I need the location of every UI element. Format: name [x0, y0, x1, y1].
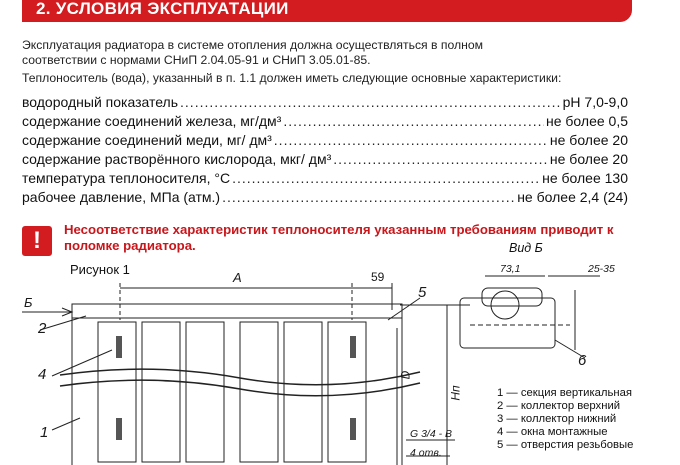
spec-value: не более 130 — [542, 170, 628, 186]
callout-4: 4 — [38, 366, 47, 383]
legend-item: 4 — окна монтажные — [497, 426, 608, 438]
view-label: Вид Б — [509, 241, 543, 255]
mounting-window — [350, 336, 356, 358]
radiator-section — [284, 322, 322, 462]
legend-item: 5 — отверстия резьбовые — [497, 439, 634, 451]
spec-value: не более 2,4 (24) — [517, 189, 628, 205]
callout-6: 6 — [578, 352, 587, 369]
radiator-section — [186, 322, 224, 462]
spec-name: содержание соединений железа, мг/дм³ — [22, 113, 282, 129]
warning-text: Несоответствие характеристик теплоносителя указанным требованиям приводит к поломке радиатора. — [64, 222, 614, 253]
dim-a: А — [233, 270, 242, 285]
mounting-window — [350, 418, 356, 440]
legend-item: 1 — секция вертикальная — [497, 387, 633, 399]
dim-hn: Нп — [448, 385, 463, 401]
figure-legend — [497, 387, 633, 452]
spec-value: не более 20 — [549, 132, 628, 148]
callout-1: 1 — [40, 424, 49, 441]
spec-value: не более 0,5 — [546, 113, 628, 129]
dim-73: 73,1 — [500, 263, 521, 275]
intro-line-2: соответствии с нормами СНиП 2.04.05-91 и СНиП 3.05.01-85. — [22, 53, 371, 67]
radiator-section — [142, 322, 180, 462]
dim-59: 59 — [371, 270, 385, 284]
radiator-section — [328, 322, 366, 462]
mounting-window — [116, 336, 122, 358]
spec-name: содержание растворённого кислорода, мкг/ дм³ — [22, 151, 332, 167]
legend-item: 2 — коллектор верхний — [497, 400, 621, 412]
legend-item: 3 — коллектор нижний — [497, 413, 617, 425]
callout-5: 5 — [418, 284, 427, 301]
dim-thread: G 3/4 - B — [410, 428, 453, 440]
spec-name: водородный показатель — [22, 94, 179, 110]
section-title: 2. УСЛОВИЯ ЭКСПЛУАТАЦИИ — [36, 0, 289, 18]
mounting-window — [116, 418, 122, 440]
intro-line-3: Теплоноситель (вода), указанный в п. 1.1 должен иметь следующие основные характеристики: — [22, 71, 562, 85]
callout-b: Б — [24, 295, 33, 310]
intro-line-1: Эксплуатация радиатора в системе отопления должна осуществляться в полном — [22, 38, 483, 52]
radiator-body — [72, 304, 402, 465]
dim-holes: 4 отв. — [410, 447, 442, 459]
spec-name: рабочее давление, МПа (атм.) — [22, 189, 221, 205]
figure-title: Рисунок 1 — [70, 262, 130, 277]
spec-value: pH 7,0-9,0 — [562, 94, 628, 110]
dim-d: D — [398, 370, 413, 380]
spec-value: не более 20 — [549, 151, 628, 167]
spec-name: содержание соединений меди, мг/ дм³ — [22, 132, 272, 148]
dim-25-35: 25-35 — [588, 263, 615, 275]
callout-2: 2 — [38, 320, 47, 337]
spec-name: температура теплоносителя, °С — [22, 170, 231, 186]
warning-icon: ! — [22, 226, 52, 256]
